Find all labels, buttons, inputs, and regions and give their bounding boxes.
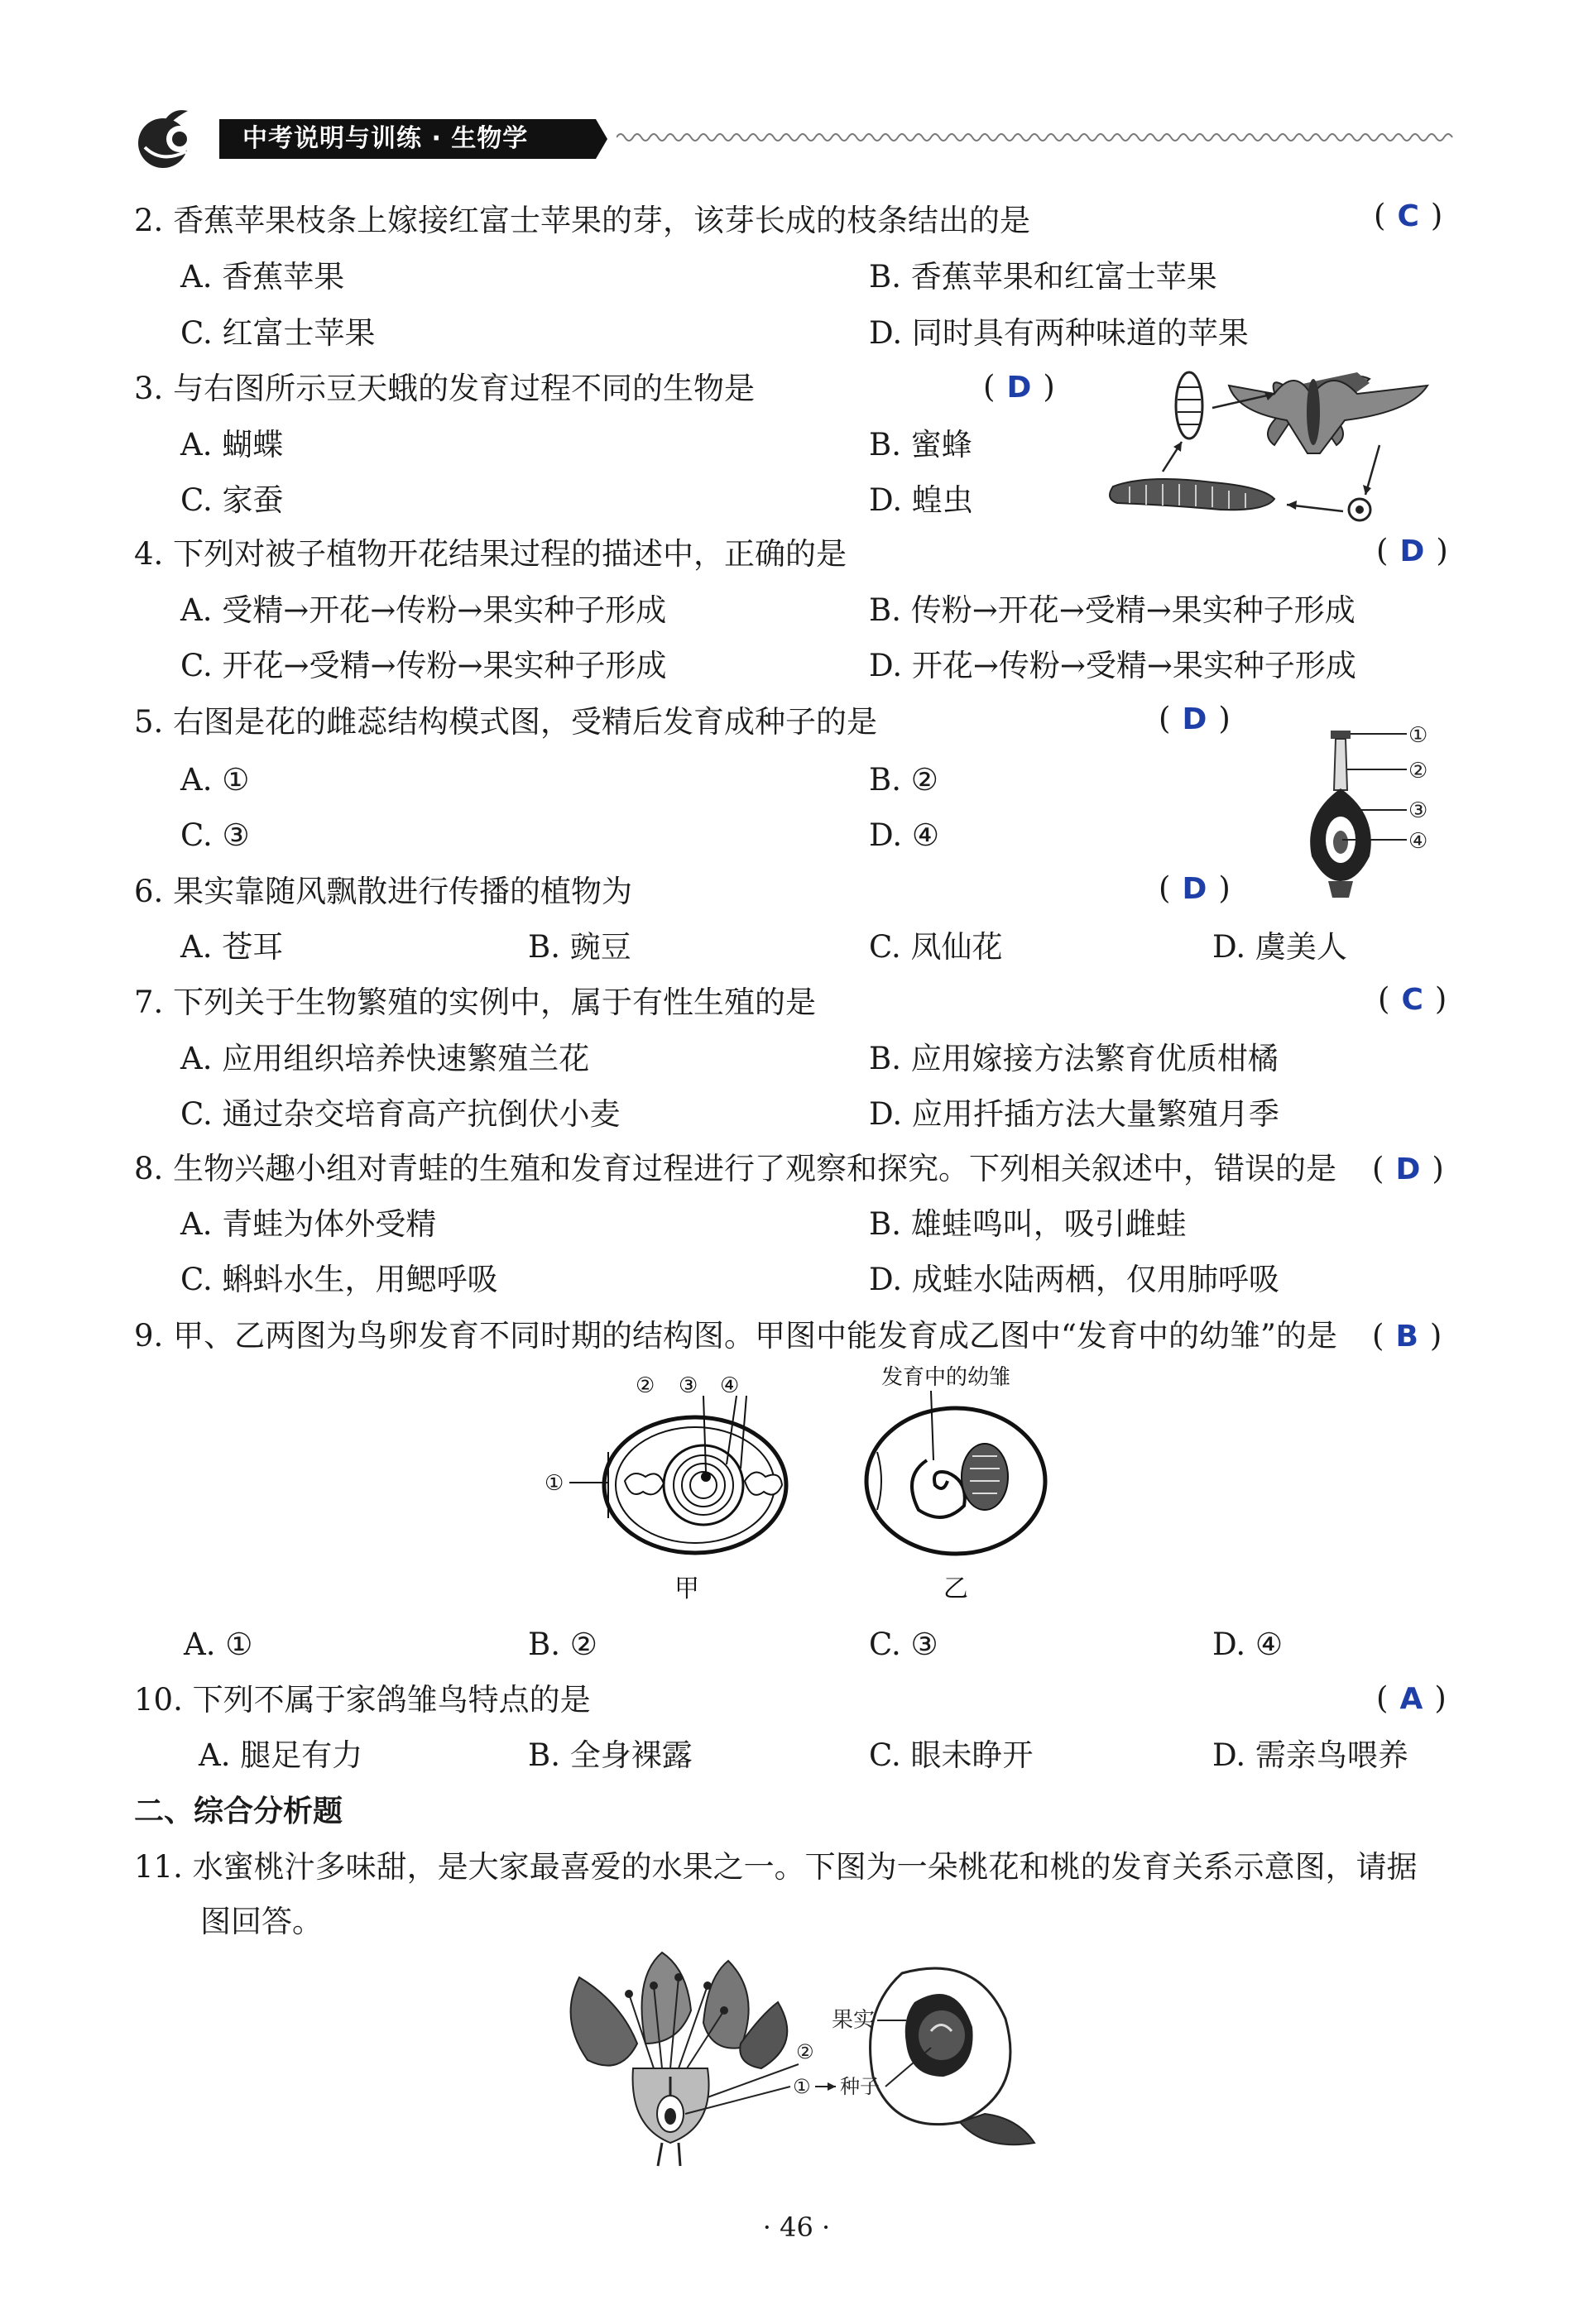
q3-stem: 3. 与右图所示豆天蛾的发育过程不同的生物是 — [134, 371, 756, 406]
q8-stem: 8. 生物兴趣小组对青蛙的生殖和发育过程进行了观察和探究。下列相关叙述中，错误的是 — [134, 1151, 1337, 1186]
header-title: 中考说明与训练 · 生物学 — [219, 119, 596, 159]
q7-option-d: D. 应用扦插方法大量繁殖月季 — [869, 1096, 1279, 1132]
q5-option-d: D. ④ — [869, 817, 940, 853]
page-number: · 46 · — [762, 2211, 831, 2243]
q4-answer: ( D ) — [1376, 533, 1448, 568]
q3-answer-letter: D — [1006, 371, 1032, 405]
q9-answer: ( B ) — [1372, 1318, 1442, 1354]
egg-figure — [538, 1361, 1101, 1617]
q8-option-d: D. 成蛙水陆两栖，仅用肺呼吸 — [869, 1262, 1279, 1297]
q3-option-c: C. 家蚕 — [180, 482, 284, 518]
q10-option-d: D. 需亲鸟喂养 — [1212, 1737, 1408, 1773]
pistil-label-4: ④ — [1408, 829, 1428, 854]
q9-option-a: A. ① — [184, 1627, 253, 1662]
q7-option-c: C. 通过杂交培育高产抗倒伏小麦 — [180, 1096, 621, 1132]
q5-option-a: A. ① — [180, 762, 250, 798]
q7-answer-letter: C — [1401, 983, 1423, 1017]
q2-answer: ( C ) — [1374, 198, 1443, 233]
q8-option-a: A. 青蛙为体外受精 — [180, 1206, 437, 1242]
q6-option-d: D. 虞美人 — [1212, 929, 1347, 965]
egg-label-chick: 发育中的幼雏 — [881, 1365, 1011, 1390]
egg-label-4: ④ — [720, 1373, 740, 1398]
section-2-title: 二、综合分析题 — [134, 1795, 343, 1828]
moth-lifecycle-figure — [1096, 362, 1461, 532]
q4-answer-letter: D — [1399, 534, 1425, 568]
q6-answer-letter: D — [1182, 872, 1207, 906]
q7-option-a: A. 应用组织培养快速繁殖兰花 — [180, 1041, 590, 1076]
peach-label-fruit: 果实 — [832, 2008, 876, 2033]
q10-stem: 10. 下列不属于家鸽雏鸟特点的是 — [134, 1682, 591, 1718]
q6-option-a: A. 苍耳 — [180, 929, 284, 965]
q10-option-c: C. 眼未睁开 — [869, 1737, 1034, 1773]
q7-option-b: B. 应用嫁接方法繁育优质柑橘 — [869, 1041, 1279, 1076]
peach-label-1: ① — [793, 2075, 811, 2098]
q2-option-a: A. 香蕉苹果 — [180, 259, 345, 295]
q3-option-a: A. 蝴蝶 — [180, 427, 284, 462]
egg-label-1: ① — [545, 1471, 564, 1496]
q11-stem-line2: 图回答。 — [200, 1904, 323, 1939]
q5-option-b: B. ② — [869, 762, 938, 798]
q3-answer: ( D ) — [983, 369, 1055, 405]
q4-option-c: C. 开花→受精→传粉→果实种子形成 — [180, 648, 667, 683]
q2-option-d: D. 同时具有两种味道的苹果 — [869, 315, 1249, 351]
q5-stem: 5. 右图是花的雌蕊结构模式图，受精后发育成种子的是 — [134, 704, 878, 740]
egg-label-2: ② — [636, 1373, 655, 1398]
peach-label-seed: 种子 — [840, 2075, 880, 2098]
q9-answer-letter: B — [1395, 1320, 1418, 1354]
q8-answer-letter: D — [1395, 1152, 1421, 1186]
q6-option-b: B. 豌豆 — [528, 929, 631, 965]
peach-figure — [554, 1944, 1059, 2172]
egg-label-3: ③ — [679, 1373, 698, 1398]
q6-stem: 6. 果实靠随风飘散进行传播的植物为 — [134, 874, 633, 909]
q11-stem-line1: 11. 水蜜桃汁多味甜，是大家最喜爱的水果之一。下图为一朵桃花和桃的发育关系示意图，请据 — [134, 1849, 1418, 1885]
q3-option-b: B. 蜜蜂 — [869, 427, 972, 462]
egg-label-jia: 甲 — [674, 1574, 699, 1603]
peach-label-2: ② — [796, 2040, 814, 2063]
q8-option-b: B. 雄蛙鸣叫，吸引雌蛙 — [869, 1206, 1187, 1242]
q8-answer: ( D ) — [1372, 1151, 1444, 1186]
q7-answer: ( C ) — [1378, 981, 1447, 1017]
header-wavy-line — [617, 129, 1473, 146]
q5-option-c: C. ③ — [180, 817, 250, 853]
q10-answer-letter: A — [1399, 1682, 1423, 1716]
page-header — [128, 106, 1473, 172]
q4-stem: 4. 下列对被子植物开花结果过程的描述中，正确的是 — [134, 536, 847, 572]
q2-option-b: B. 香蕉苹果和红富士苹果 — [869, 259, 1217, 295]
q5-answer-letter: D — [1182, 702, 1207, 736]
q4-option-d: D. 开花→传粉→受精→果实种子形成 — [869, 648, 1356, 683]
egg-label-yi: 乙 — [943, 1574, 968, 1603]
q2-answer-letter: C — [1397, 199, 1419, 233]
q5-answer: ( D ) — [1159, 701, 1231, 736]
q7-stem: 7. 下列关于生物繁殖的实例中，属于有性生殖的是 — [134, 985, 817, 1020]
q6-answer: ( D ) — [1159, 870, 1231, 906]
q10-option-b: B. 全身裸露 — [528, 1737, 693, 1773]
q6-option-c: C. 凤仙花 — [869, 929, 1003, 965]
pistil-label-3: ③ — [1408, 798, 1428, 823]
q9-option-c: C. ③ — [869, 1627, 938, 1662]
q3-option-d: D. 蝗虫 — [869, 482, 973, 518]
q10-option-a: A. 腿足有力 — [199, 1737, 363, 1773]
pistil-figure — [1291, 724, 1444, 902]
q4-option-a: A. 受精→开花→传粉→果实种子形成 — [180, 592, 667, 628]
q9-option-b: B. ② — [528, 1627, 597, 1662]
q9-stem: 9. 甲、乙两图为鸟卵发育不同时期的结构图。甲图中能发育成乙图中“发育中的幼雏”的是 — [134, 1318, 1337, 1354]
apple-logo-icon — [128, 106, 211, 172]
q10-answer: ( A ) — [1376, 1680, 1447, 1716]
q8-option-c: C. 蝌蚪水生，用鳃呼吸 — [180, 1262, 498, 1297]
q2-option-c: C. 红富士苹果 — [180, 315, 376, 351]
pistil-label-1: ① — [1408, 724, 1428, 748]
q9-option-d: D. ④ — [1212, 1627, 1284, 1662]
q2-stem: 2. 香蕉苹果枝条上嫁接红富士苹果的芽，该芽长成的枝条结出的是 — [134, 203, 1031, 238]
q4-option-b: B. 传粉→开花→受精→果实种子形成 — [869, 592, 1355, 628]
pistil-label-2: ② — [1408, 759, 1428, 783]
